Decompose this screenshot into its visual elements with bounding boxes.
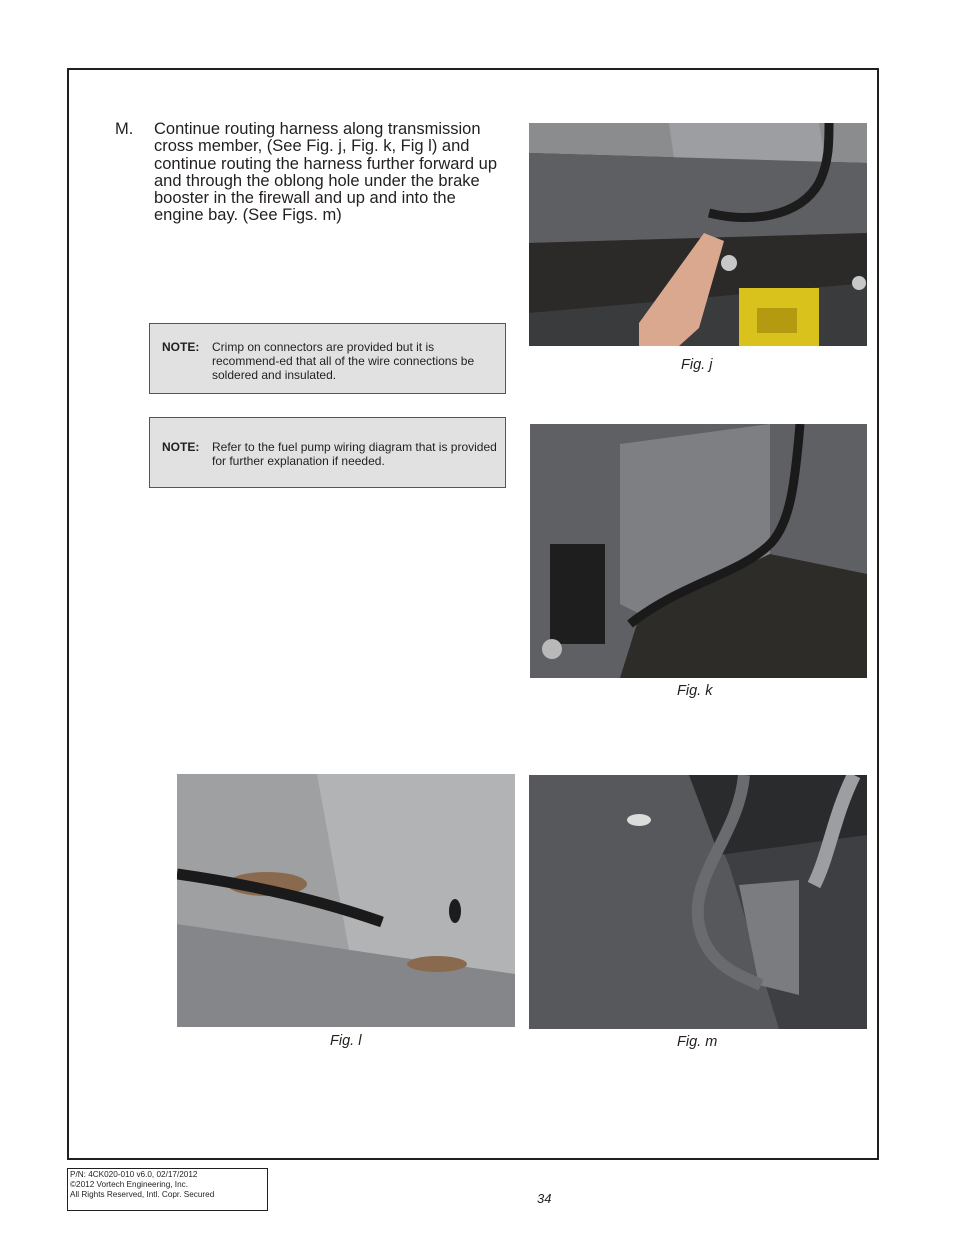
copyright-box (67, 1168, 268, 1211)
step-text: Continue routing harness along transmission cross member, (See Fig. j, Fig. k, Fig l) and continue routing the harness further forward up and through the oblong hole under the brake booster in the firewall and up and into the engine bay. (See Figs. m) (154, 120, 498, 225)
note-label: NOTE: (162, 440, 200, 454)
note-label: NOTE: (162, 340, 200, 354)
step-letter: M. (115, 120, 134, 138)
page-number: 34 (537, 1191, 552, 1206)
figure-m-photo (529, 775, 867, 1029)
part-number: P/N: 4CK020-010 v6.0, 02/17/2012 (70, 1170, 198, 1179)
figure-j-caption: Fig. j (681, 357, 713, 373)
note-box-wiring-diagram (149, 417, 506, 488)
note-text: Crimp on connectors are provided but it is recommend-ed that all of the wire connections be soldered and insulated. (212, 340, 475, 382)
note-text: Refer to the fuel pump wiring diagram that is provided for further explanation if needed. (212, 440, 497, 468)
figure-j-photo (529, 123, 867, 346)
figure-l-photo (177, 774, 515, 1027)
figure-k-caption: Fig. k (677, 683, 713, 699)
figure-k-photo (530, 424, 867, 678)
copyright-line: ©2012 Vortech Engineering, Inc. (70, 1180, 189, 1189)
figure-l-caption: Fig. l (330, 1033, 362, 1049)
rights-line: All Rights Reserved, Intl. Copr. Secured (70, 1190, 215, 1199)
note-box-crimp (149, 323, 506, 394)
figure-m-caption: Fig. m (677, 1034, 718, 1050)
